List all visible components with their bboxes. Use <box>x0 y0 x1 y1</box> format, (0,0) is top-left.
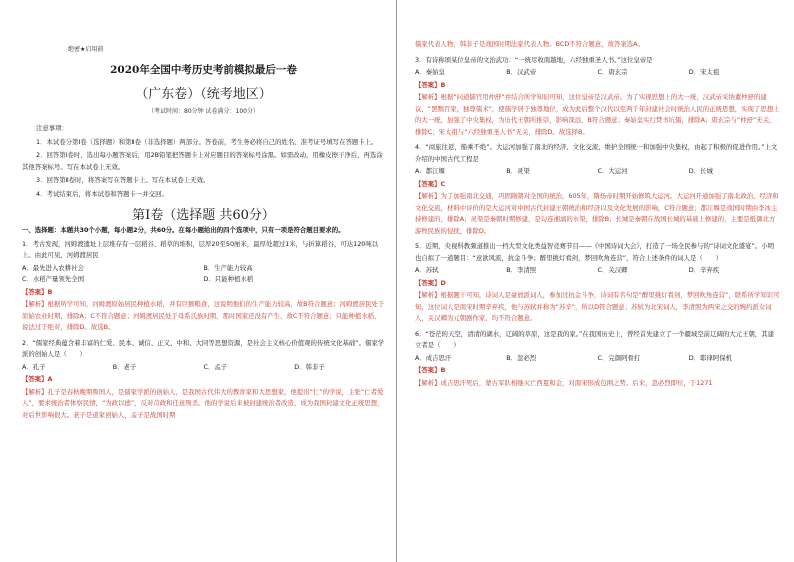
explanation-3: 【解析】根据“问道儒官用仲舒”并结合所学知识可知，这位皇帝是汉武帝。为了实现思想上的大一统，汉武帝采纳董仲舒的建议，“罢黜百家，独尊儒术”，使儒学居于独尊地位，成为此后整个汉代以至两千年封建社会时统治人民的正统思想，实现了思想上的大一统，加强了中央集权，为历代王朝所推崇，影响深远，B符合题意；秦始皇实行焚书坑儒，排除A；唐玄宗与“仲舒”无关，排除C；宋太祖与“六经独重圣人书”无关，排除D。故选择B。 <box>415 93 780 136</box>
question-1-options <box>22 263 385 286</box>
question-4: 4．“商旅往返，船乘不绝”。大运河加强了南北的经济、文化交流，维护全国统一和加强中央集权，由起了积极的促进作用。”上文介绍的中国古代工程是 <box>415 143 778 163</box>
answer-6: 【答案】B <box>415 366 446 374</box>
note-item: 3．回答第Ⅱ卷时，将答案写在答题卡上。写在本试卷上无效。 <box>36 176 210 184</box>
exam-meta: （考试时间：80分钟 试卷满分：100分） <box>148 108 259 115</box>
option: D．长城 <box>688 167 713 175</box>
option: D．耶律阿保机 <box>688 353 733 362</box>
answer-3: 【答案】B <box>415 80 446 89</box>
option: A．成吉思汗 <box>415 353 452 362</box>
right-page <box>397 0 794 562</box>
question-2: 2．“儒家经典蕴含着丰富的仁爱、民本、诚信、正义、中和、大同等思想资源，是社会主义核心价值观的传统文化基础”。儒家学派的创始人是（ ） <box>22 338 385 358</box>
secret-label: 绝密★启用前 <box>68 46 104 53</box>
option: B．灵渠 <box>506 167 530 175</box>
option: A．孔子 <box>22 362 46 371</box>
question-2-options <box>22 362 385 374</box>
question-5-options <box>415 265 780 277</box>
question-5: 5．近期，央视科教频道推出一档大型文化类益智竞赛节目——《中国诗词大会》，打造了一场全民参与的“诗词文化盛宴”。小明也自拟了一道题目：“意欲风流，抗金斗争；醉里挑灯看剑，梦回吹角连营”，符合上述条件的词人是（ ） <box>415 242 774 262</box>
option: B．生产能力较高 <box>203 263 253 272</box>
exam-title: 2020年全国中考历史考前模拟最后一卷 <box>110 64 297 76</box>
option: D．宋太祖 <box>688 68 720 76</box>
question-3-options <box>415 67 780 79</box>
question-6: 6．“苍茫的天空，清清的湖水，辽阔的草原，这是我的家。”在我国历史上，曾经首先建立了一个疆域空前辽阔的大元王朝，其建立者是（ ） <box>415 329 774 349</box>
question-4-options <box>415 166 780 178</box>
option: A．苏轼 <box>415 266 439 274</box>
option: C．完颜阿骨打 <box>597 353 641 362</box>
answer-1: 【答案】B <box>22 287 53 296</box>
exam-subtitle: （广东卷）（统考地区） <box>135 87 272 102</box>
explanation-6: 【解析】成吉思汗死后，蒙古军队相继灭亡西夏和金，对南宋形成包围之势。后来，忽必烈即位，于1271 <box>415 378 713 387</box>
option: D．韩非子 <box>294 362 325 371</box>
answer-2: 【答案】A <box>22 375 53 383</box>
note-item: 4．考试结束后，将本试卷和答题卡一并交回。 <box>36 189 168 198</box>
explanation-4: 【解析】为了加强南北交通，巩固隋朝对全国的统治，605年，隋炀帝时期开始修筑大运河。大运河开通加强了南北政治、经济和文化交流，材料中评价的是大运河对中国古代封建王朝统治和经济以及文化发展的影响，C符合题意；都江堰是战国时期由李冰主持修建的，排除A；灵渠是秦朝时期修建，是勾连湘漓的水渠，排除B；长城是秦朝在战国长城的基础上修建的，主要是抵御北方游牧民族的侵扰，排除D。 <box>415 192 779 235</box>
question-1: 1．考古发现，河姆渡遗址上层堆存有一层稻谷、稻草的堆积，层厚20至50厘米，最厚处超过1米，与折算稻谷，可达120吨以上。由此可见，河姆渡居民 <box>22 239 379 259</box>
answer-5: 【答案】D <box>415 278 446 287</box>
notes-head: 注意事项： <box>36 124 68 132</box>
notes-block <box>22 123 385 200</box>
option: A．最先进入农耕社会 <box>22 263 84 272</box>
explanation-5: 【解析】根据题干可知，诗词人是豪放派词人，参加过抗金斗争，诗词有名句是“醉里挑灯看剑，梦回吹角连营”，联系所学知识可知，这位词人是南宋时期辛弃疾，他与苏轼并称为“苏辛”，所以D符合题意；苏轼为北宋词人，李清照为两宋之交的婉约派女词人，关汉卿为元朝剧作家，均不符合题意。 <box>415 291 780 322</box>
option: D．只能种植水稻 <box>203 275 254 283</box>
note-item: 1．本试卷分第Ⅰ卷（选择题）和第Ⅱ卷（非选择题）两部分。答卷前，考生务必将自己的姓名、准考证号填写在答题卡上。 <box>36 137 378 146</box>
option: C．水稻产量领先全国 <box>22 275 84 283</box>
explanation-2: 【解析】孔子是春秋晚期鲁国人，是儒家学派的创始人，是我国古代伟大的教育家和大思想家，他提出“仁”的学说，主张“仁者爱人”，要求统治者体察民情，“为政以德”，反对苛政和任意刑杀。他的学说后来被封建统治者改造，成为我国封建文化正统思想，对后世影响很大。老子是道家创始人，孟子是战国时期 <box>22 387 384 419</box>
question-3: 3．有诗称颂某位皇帝的文治武功：“一统尽收南越地，六经独重圣人书。”这位皇帝是 <box>415 55 653 64</box>
option: C．大运河 <box>597 167 628 175</box>
option: C．唐玄宗 <box>597 68 628 76</box>
section-title: 第Ⅰ卷（选择题 共60分） <box>132 208 275 223</box>
note-item: 2．回答第Ⅰ卷时，选出每小题答案后，用2B铅笔把答题卡上对应题目的答案标号涂黑。如需改动，用橡皮擦干净后，再选涂其他答案标号。写在本试卷上无效。 <box>22 151 383 171</box>
question-6-options <box>415 353 780 365</box>
option: C．孟子 <box>203 362 228 371</box>
option: B．老子 <box>112 362 137 371</box>
option: A．都江堰 <box>415 167 445 175</box>
option: C．关汉卿 <box>597 266 628 274</box>
option: B．汉武帝 <box>506 68 537 76</box>
explanation-1: 【解析】根据所学可知，河姆渡原始居民种植水稻，并有巨额粮食，这说明他们的生产能力较高，故B符合题意；河姆渡居民处于原始农业时期，排除A；C不符合题意；河姆渡居民处于母系氏族时期，那时国家还没有产生，故C不符合题意；只能种植水稻，说法过于绝对，排除D。故选B。 <box>22 300 385 331</box>
option: B．忽必烈 <box>506 353 537 362</box>
answer-4: 【答案】C <box>415 179 446 188</box>
section-intro: 一、选择题：本题共30个小题，每小题2分，共60分。在每小题给出的四个选项中，只有一项是符合题目要求的。 <box>22 226 345 234</box>
option: D．辛弃疾 <box>688 266 720 274</box>
option: B．李清照 <box>506 266 537 274</box>
option: A．秦始皇 <box>415 68 445 76</box>
explanation-2-continued: 儒家代表人物，韩非子是战国时期法家代表人物。BCD不符合题意，故答案选A。 <box>415 40 644 48</box>
